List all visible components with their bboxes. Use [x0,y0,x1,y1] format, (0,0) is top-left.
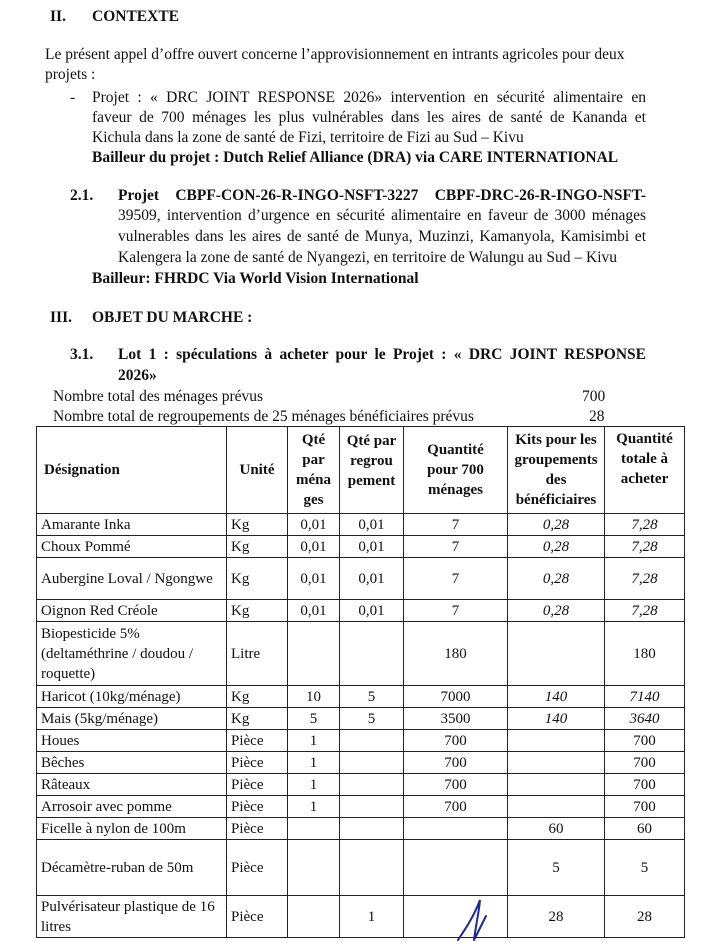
cell-qte-menage: 0,01 [288,536,340,558]
cell-qte-groupement: 5 [340,708,404,730]
cell-unite: Pièce [227,796,288,818]
cell-qte-menage: 0,01 [288,514,340,536]
cell-unite: Kg [227,686,288,708]
cell-kits: 0,28 [508,514,605,536]
cell-qte-menage [288,622,340,686]
cell-qte-menage: 1 [288,730,340,752]
cell-quantite-totale: 700 [605,752,685,774]
cell-qte-groupement [340,730,404,752]
stat-label: Nombre total de regroupements de 25 ménages bénéficiaires prévus [53,408,474,425]
cell-quantite-totale: 7,28 [605,536,685,558]
stat-value: 28 [589,408,605,425]
cell-qte-groupement [340,774,404,796]
cell-qte-menage: 1 [288,774,340,796]
cell-kits [508,796,605,818]
cell-quantite-totale: 7140 [605,686,685,708]
cell-designation: Choux Pommé [37,536,227,558]
cell-unite: Pièce [227,730,288,752]
cell-kits [508,752,605,774]
cell-qte-menage [288,840,340,896]
cell-qte-groupement: 0,01 [340,600,404,622]
signature-mark [452,898,492,942]
intro-paragraph-line: Le présent appel d’offre ouvert concerne l’approvisionnement en intrants agricoles pour deux [45,46,625,63]
cell-designation: Arrosoir avec pomme [37,796,227,818]
procurement-table [36,426,685,938]
cell-designation: Houes [37,730,227,752]
cell-qte-menage [288,818,340,840]
cell-unite: Pièce [227,818,288,840]
cell-designation: Mais (5kg/ménage) [37,708,227,730]
cell-quantite-700: 7 [404,536,508,558]
section-title: CONTEXTE [92,8,179,25]
stat-label: Nombre total des ménages prévus [53,388,264,405]
lot-title-line: Lot 1 : spéculations à acheter pour le Projet : « DRC JOINT RESPONSE [118,346,646,363]
cell-quantite-totale: 700 [605,796,685,818]
cell-kits [508,622,605,686]
cell-designation: Pulvérisateur plastique de 16 litres [37,896,227,938]
project-2-number: 2.1. [70,187,94,204]
project-1-line: Projet : « DRC JOINT RESPONSE 2026» intervention en sécurité alimentaire en [92,89,646,106]
cell-unite: Kg [227,558,288,600]
section-number: III. [50,309,72,326]
cell-quantite-totale: 700 [605,730,685,752]
cell-kits [508,774,605,796]
cell-designation: Ficelle à nylon de 100m [37,818,227,840]
cell-qte-menage: 5 [288,708,340,730]
table-row [37,796,685,818]
header-quantite-totale: Quantité totale à acheter [605,427,685,514]
cell-quantite-totale: 7,28 [605,600,685,622]
cell-quantite-700: 700 [404,774,508,796]
cell-qte-menage [288,896,340,938]
cell-kits: 5 [508,840,605,896]
cell-designation: Biopesticide 5% (deltaméthrine / doudou / roquette) [37,622,227,686]
cell-unite: Pièce [227,752,288,774]
table-row [37,818,685,840]
cell-unite: Kg [227,536,288,558]
cell-qte-groupement [340,818,404,840]
cell-designation: Décamètre-ruban de 50m [37,840,227,896]
project-2-line: Projet CBPF-CON-26-R-INGO-NSFT-3227 CBPF-DRC-26-R-INGO-NSFT- [118,187,646,204]
cell-qte-groupement: 0,01 [340,558,404,600]
header-unite: Unité [227,427,288,514]
cell-quantite-totale: 180 [605,622,685,686]
cell-qte-menage: 1 [288,752,340,774]
cell-unite: Kg [227,600,288,622]
table-row [37,840,685,896]
table-row [37,686,685,708]
intro-paragraph-line: projets : [45,66,96,83]
cell-quantite-totale: 60 [605,818,685,840]
cell-quantite-700: 7000 [404,686,508,708]
cell-quantite-700: 7 [404,600,508,622]
cell-qte-groupement: 5 [340,686,404,708]
cell-quantite-totale: 5 [605,840,685,896]
cell-quantite-totale: 7,28 [605,558,685,600]
cell-designation: Bêches [37,752,227,774]
cell-quantite-totale: 7,28 [605,514,685,536]
cell-quantite-700 [404,840,508,896]
cell-quantite-700 [404,818,508,840]
cell-quantite-totale: 700 [605,774,685,796]
cell-kits: 28 [508,896,605,938]
cell-kits: 140 [508,686,605,708]
cell-designation: Oignon Red Créole [37,600,227,622]
header-kits: Kits pour les groupements des bénéficiaires [508,427,605,514]
lot-title-line: 2026» [118,367,157,384]
cell-kits: 140 [508,708,605,730]
table-row [37,514,685,536]
table-row [37,774,685,796]
header-qte-groupement: Qté par regrou pement [340,427,404,514]
table-row [37,752,685,774]
table-row [37,622,685,686]
cell-designation: Haricot (10kg/ménage) [37,686,227,708]
cell-designation: Râteaux [37,774,227,796]
cell-kits [508,730,605,752]
table-row [37,730,685,752]
cell-designation: Amarante Inka [37,514,227,536]
cell-quantite-700: 7 [404,514,508,536]
cell-qte-menage: 1 [288,796,340,818]
cell-kits: 0,28 [508,536,605,558]
section-title: OBJET DU MARCHE : [92,309,253,326]
cell-qte-groupement [340,796,404,818]
header-quantite-700: Quantité pour 700 ménages [404,427,508,514]
cell-qte-groupement [340,840,404,896]
cell-unite: Pièce [227,896,288,938]
cell-quantite-700: 700 [404,752,508,774]
cell-qte-groupement: 1 [340,896,404,938]
cell-qte-menage: 0,01 [288,558,340,600]
cell-unite: Kg [227,708,288,730]
cell-unite: Pièce [227,774,288,796]
project-2-line: 39509, intervention d’urgence en sécurité alimentaire en faveur de 3000 ménages [118,207,646,224]
table-row [37,896,685,938]
table-header-row [37,427,685,514]
project-2-line: vulnerables dans les aires de santé de Munya, Muzinzi, Kamanyola, Kamisimbi et [118,228,646,245]
cell-qte-menage: 0,01 [288,600,340,622]
table-row [37,558,685,600]
cell-quantite-700: 700 [404,796,508,818]
cell-qte-groupement [340,622,404,686]
bullet-marker: - [70,89,76,106]
cell-quantite-700: 3500 [404,708,508,730]
cell-unite: Litre [227,622,288,686]
project-2-donor: Bailleur: FHRDC Via World Vision International [92,270,419,287]
stat-value: 700 [582,388,606,405]
cell-qte-menage: 10 [288,686,340,708]
cell-qte-groupement: 0,01 [340,536,404,558]
cell-qte-groupement [340,752,404,774]
table-row [37,536,685,558]
project-1-line: faveur de 700 ménages les plus vulnérables dans les aires de santé de Kananda et [92,109,646,126]
cell-unite: Pièce [227,840,288,896]
cell-kits: 0,28 [508,600,605,622]
cell-quantite-700: 7 [404,558,508,600]
header-qte-menage: Qté par ména ges [288,427,340,514]
cell-quantite-700: 700 [404,730,508,752]
project-1-line: Kichula dans la zone de santé de Fizi, territoire de Fizi au Sud – Kivu [92,129,524,146]
cell-quantite-totale: 3640 [605,708,685,730]
cell-kits: 0,28 [508,558,605,600]
section-number: II. [50,8,66,25]
lot-number: 3.1. [70,346,94,363]
cell-qte-groupement: 0,01 [340,514,404,536]
table-row [37,600,685,622]
header-designation: Désignation [37,427,227,514]
cell-designation: Aubergine Loval / Ngongwe [37,558,227,600]
cell-quantite-700: 180 [404,622,508,686]
cell-unite: Kg [227,514,288,536]
cell-kits: 60 [508,818,605,840]
table-row [37,708,685,730]
project-1-donor: Bailleur du projet : Dutch Relief Alliance (DRA) via CARE INTERNATIONAL [92,149,619,166]
cell-quantite-totale: 28 [605,896,685,938]
project-2-line: Kalengera la zone de santé de Nyangezi, en territoire de Walungu au Sud – Kivu [118,249,618,266]
